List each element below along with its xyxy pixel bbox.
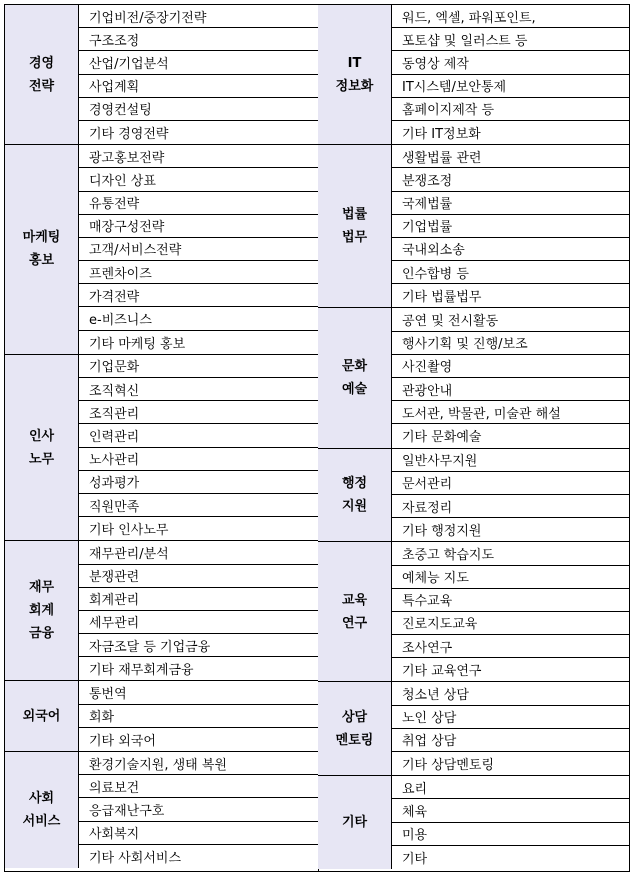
category-item: 분쟁조정 — [392, 168, 629, 191]
category-group — [5, 145, 318, 355]
category-item: 초중고 학습지도 — [392, 542, 629, 565]
category-group — [5, 541, 318, 681]
category-item: 기업비전/중장기전략 — [79, 5, 318, 28]
category-label: 상담 멘토링 — [318, 682, 392, 775]
category-item: 의료보건 — [79, 775, 318, 798]
category-group — [318, 776, 629, 869]
category-item: 사진촬영 — [392, 355, 629, 378]
category-item: 홈페이지제작 등 — [392, 98, 629, 121]
category-items — [79, 681, 318, 751]
category-items — [392, 449, 629, 542]
category-items — [392, 776, 629, 869]
category-group — [318, 5, 629, 145]
category-item: 기타 법률법무 — [402, 290, 482, 306]
category-group — [5, 5, 318, 145]
category-group — [5, 752, 318, 868]
category-item: 기타 재무회계금융 — [89, 663, 194, 679]
category-item: 유통전략 — [79, 192, 318, 215]
category-label: 기타 — [318, 776, 392, 869]
category-item: 동영상 제작 — [392, 51, 629, 74]
category-items — [79, 145, 318, 354]
category-items — [79, 752, 318, 868]
category-item: 기타 상담멘토링 — [402, 758, 495, 774]
category-item: 문서관리 — [392, 472, 629, 495]
category-label: 행정 지원 — [318, 449, 392, 542]
category-item: 예체능 지도 — [392, 566, 629, 589]
category-group — [318, 449, 629, 543]
category-item: 디자인 상표 — [79, 168, 318, 191]
category-item: 회계관리 — [79, 588, 318, 611]
category-item: 재무관리/분석 — [79, 541, 318, 564]
category-group — [318, 308, 629, 448]
category-item: 청소년 상담 — [392, 682, 629, 705]
category-label: 경영 전략 — [5, 5, 79, 144]
category-item: 특수교육 — [392, 589, 629, 612]
category-item: 요리 — [392, 776, 629, 799]
category-item: 조직혁신 — [79, 378, 318, 401]
category-label: 사회 서비스 — [5, 752, 79, 868]
category-item: 일반사무지원 — [392, 449, 629, 472]
category-label: 법률 법무 — [318, 145, 392, 307]
category-item: e-비즈니스 — [79, 307, 318, 330]
category-item: 진로지도교육 — [392, 612, 629, 635]
category-label: 교육 연구 — [318, 542, 392, 681]
category-item: 체육 — [392, 799, 629, 822]
category-label: 인사 노무 — [5, 355, 79, 541]
category-items — [79, 5, 318, 144]
category-item: 인력관리 — [79, 424, 318, 447]
category-items — [392, 542, 629, 681]
category-items — [392, 308, 629, 447]
category-item: 노사관리 — [79, 448, 318, 471]
category-item: 구조조정 — [79, 28, 318, 51]
category-item: 기타 외국어 — [89, 733, 156, 749]
category-item: 통번역 — [79, 681, 318, 704]
category-item: 사업계획 — [79, 75, 318, 98]
category-item: 공연 및 전시활동 — [392, 308, 629, 331]
category-item: 성과평가 — [79, 471, 318, 494]
category-item: 조사연구 — [392, 635, 629, 658]
category-label: 재무 회계 금융 — [5, 541, 79, 680]
category-item: 워드, 엑셀, 파워포인트, — [392, 5, 629, 28]
category-group — [318, 145, 629, 308]
category-item: 생활법률 관련 — [392, 145, 629, 168]
category-item: 기타 사회서비스 — [89, 850, 182, 866]
category-item: 노인 상담 — [392, 706, 629, 729]
category-item: 기업문화 — [79, 355, 318, 378]
category-item: 기타 인사노무 — [89, 523, 169, 539]
category-item: 인수합병 등 — [392, 261, 629, 284]
category-items — [392, 682, 629, 775]
category-label: 마케팅 홍보 — [5, 145, 79, 354]
category-item: 조직관리 — [79, 401, 318, 424]
category-item: 기타 IT정보화 — [402, 127, 481, 143]
category-item: 도서관, 박물관, 미술관 해설 — [392, 401, 629, 424]
category-group — [318, 682, 629, 776]
category-group — [5, 681, 318, 752]
category-item: 기타 경영전략 — [89, 127, 169, 143]
category-item: 미용 — [392, 823, 629, 846]
category-item: 기타 문화예술 — [402, 430, 482, 446]
category-item: 취업 상담 — [392, 729, 629, 752]
category-item: 국제법률 — [392, 192, 629, 215]
category-label: 외국어 — [5, 681, 79, 751]
category-item: 광고홍보전략 — [79, 145, 318, 168]
category-item: 사회복지 — [79, 822, 318, 845]
category-items — [392, 5, 629, 144]
category-item: 기타 행정지원 — [402, 524, 482, 540]
category-item: 회화 — [79, 705, 318, 728]
category-table — [4, 4, 630, 872]
category-item: 자료정리 — [392, 495, 629, 518]
category-item: 세무관리 — [79, 611, 318, 634]
category-items — [79, 541, 318, 680]
category-items — [392, 145, 629, 307]
category-item: 직원만족 — [79, 494, 318, 517]
category-group — [5, 355, 318, 542]
category-label: IT 정보화 — [318, 5, 392, 144]
category-item: 기타 마케팅 홍보 — [89, 336, 186, 352]
category-item: 관광안내 — [392, 378, 629, 401]
right-column — [318, 5, 629, 871]
category-item: 기타 — [402, 851, 428, 867]
category-item: 기업법률 — [392, 215, 629, 238]
category-item: 경영컨설팅 — [79, 98, 318, 121]
category-items — [79, 355, 318, 541]
category-item: 기타 교육연구 — [402, 664, 482, 680]
category-item: 고객/서비스전략 — [79, 238, 318, 261]
category-item: 분쟁관련 — [79, 565, 318, 588]
category-item: 가격전략 — [79, 284, 318, 307]
category-item: 자금조달 등 기업금융 — [79, 634, 318, 657]
left-column — [5, 5, 319, 871]
category-item: 프렌차이즈 — [79, 261, 318, 284]
category-item: 산업/기업분석 — [79, 51, 318, 74]
category-item: 포토샵 및 일러스트 등 — [392, 28, 629, 51]
category-item: IT시스템/보안통제 — [392, 75, 629, 98]
category-label: 문화 예술 — [318, 308, 392, 447]
category-item: 응급재난구호 — [79, 798, 318, 821]
category-item: 국내외소송 — [392, 238, 629, 261]
category-item: 환경기술지원, 생태 복원 — [79, 752, 318, 775]
category-group — [318, 542, 629, 682]
category-item: 매장구성전략 — [79, 215, 318, 238]
category-item: 행사기획 및 진행/보조 — [392, 332, 629, 355]
